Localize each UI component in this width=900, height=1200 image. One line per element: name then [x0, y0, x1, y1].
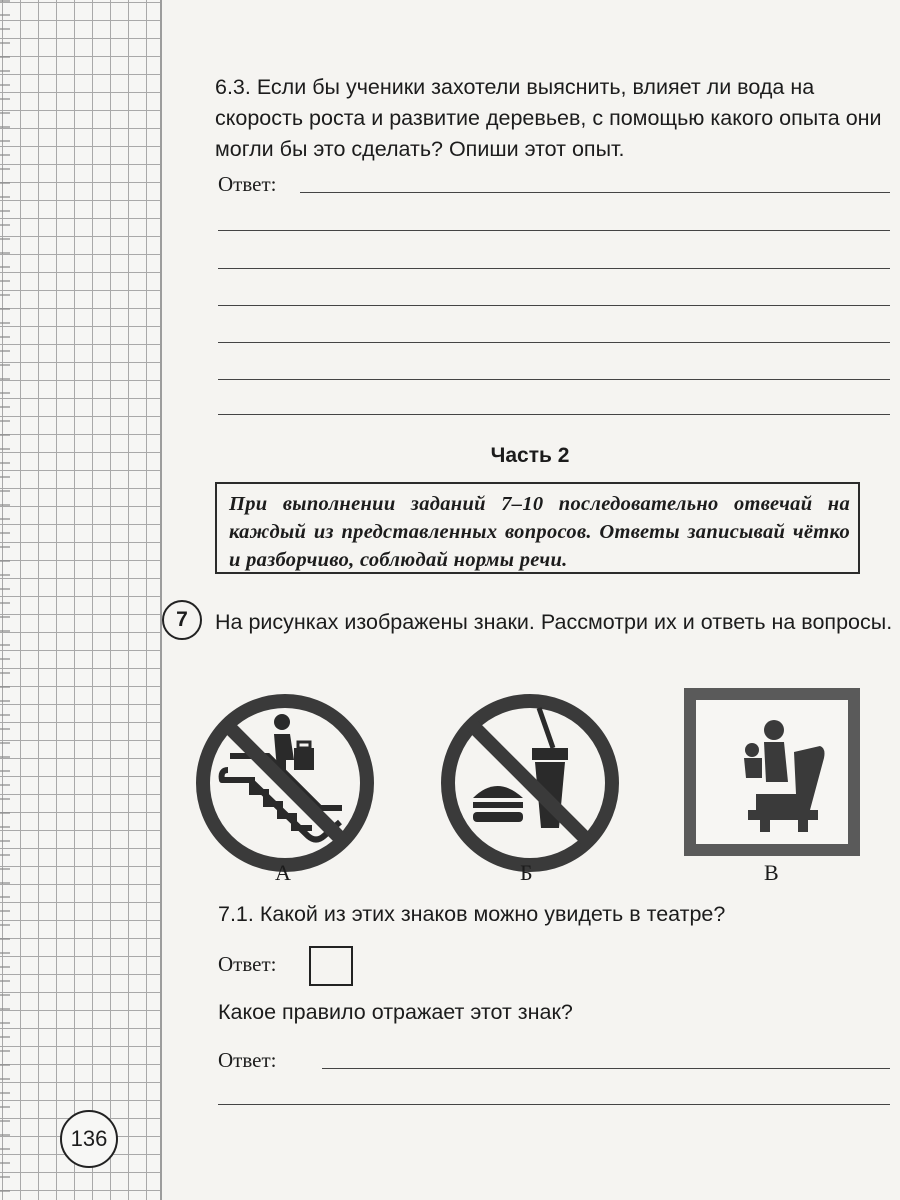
question-6-3-text: 6.3. Если бы ученики захотели выяснить, влияет ли вода на скорость роста и развитие деревьев, с помощью какого опыта они могли бы это сделать? Опиши этот опыт.: [215, 75, 882, 161]
part-2-instructions: При выполнении заданий 7–10 последовательно отвечай на каждый из представленных вопросов. Ответы записывай чётко и разборчиво, соблюдай нормы речи.: [215, 482, 860, 574]
answer-label-6-3: Ответ:: [218, 172, 277, 196]
seat-for-passengers-with-children-icon: [682, 686, 862, 858]
answer-line[interactable]: [218, 414, 890, 415]
question-7-1-text: 7.1. Какой из этих знаков можно увидеть в театре?: [218, 902, 726, 926]
no-escalator-with-luggage-icon: [190, 688, 380, 878]
answer-line[interactable]: [218, 1104, 890, 1105]
answer-line[interactable]: [218, 342, 890, 343]
sign-label-b: Б: [520, 860, 533, 885]
no-food-and-drink-icon: [435, 688, 625, 878]
answer-line[interactable]: [300, 192, 890, 193]
sign-label-v: В: [764, 860, 779, 885]
answer-line[interactable]: [322, 1068, 890, 1069]
question-7-text: На рисунках изображены знаки. Рассмотри их и ответь на вопросы.: [215, 610, 893, 634]
answer-label-7-1: Ответ:: [218, 952, 277, 976]
answer-line[interactable]: [218, 230, 890, 231]
question-7-2-text: Какое правило отражает этот знак?: [218, 1000, 573, 1024]
answer-label-7-2: Ответ:: [218, 1048, 277, 1072]
answer-line[interactable]: [218, 379, 890, 380]
sign-label-a: А: [275, 860, 291, 885]
answer-box-7-1[interactable]: [309, 946, 353, 986]
page-number: 136: [60, 1110, 118, 1168]
answer-line[interactable]: [218, 268, 890, 269]
part-2-title: Часть 2: [490, 444, 570, 467]
question-7-number: 7: [162, 600, 202, 640]
graph-paper-margin: [0, 0, 160, 1200]
answer-line[interactable]: [218, 305, 890, 306]
binding-edge: [0, 0, 10, 1200]
